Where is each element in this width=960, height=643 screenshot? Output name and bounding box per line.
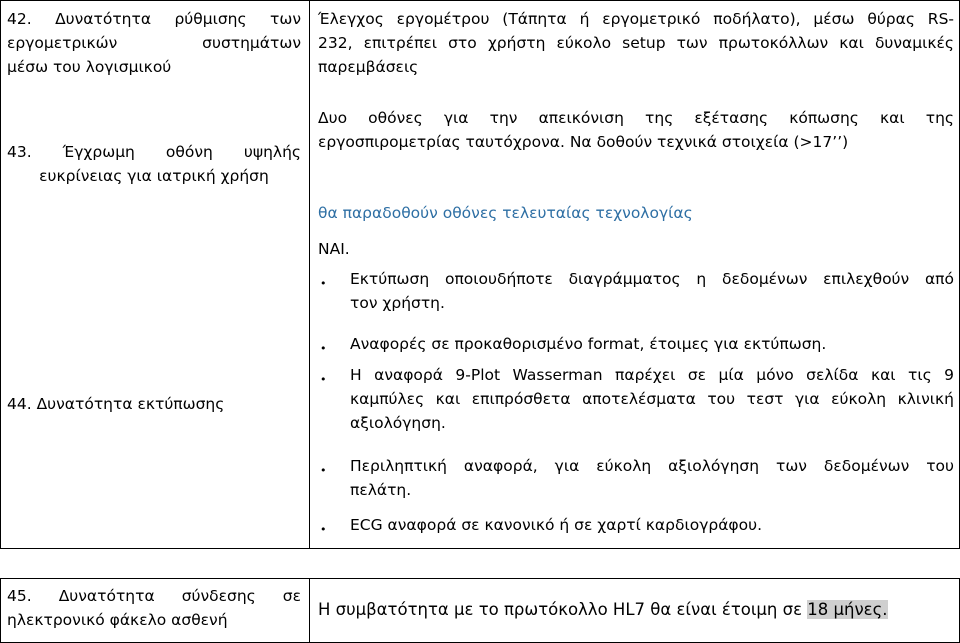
bullet-4-line-1: Περιληπτική αναφορά, για εύκολη αξιολόγηση των δεδομένων του (350, 457, 954, 475)
row-43-resp-line-2: εργοσπιρομετρίας ταυτόχρονα. Να δοθούν τεχνικά στοιχεία (>17’’) (318, 133, 849, 151)
row-43-requirement (1, 140, 307, 188)
row-42-requirement (1, 7, 307, 79)
row-43-response (318, 106, 954, 154)
row-44-req-line-1: 44. Δυνατότητα εκτύπωσης (7, 395, 225, 413)
table-border-left-upper (0, 0, 1, 549)
table-border-top-lower (0, 578, 960, 579)
bullet-item-1 (350, 267, 954, 315)
column-divider-upper (309, 0, 310, 549)
row-42-resp-line-3: παρεμβάσεις (318, 58, 419, 76)
row-42-resp-line-1: Έλεγχος εργομέτρου (Τάπητα ή εργομετρικό ποδήλατο), μέσω θύρας RS- (318, 10, 954, 28)
bullet-item-2 (350, 332, 954, 356)
row-45-resp-highlight: 18 μήνες. (807, 600, 888, 619)
row-42-req-line-1: 42. Δυνατότητα ρύθμισης των (7, 10, 301, 28)
row-42-req-line-3: μέσω του λογισμικού (7, 58, 172, 76)
row-45-resp-text: Η συμβατότητα με το πρωτόκολλο HL7 θα είναι έτοιμη σε (318, 600, 808, 619)
row-45-requirement (1, 584, 307, 632)
row-43-note: θα παραδοθούν οθόνες τελευταίας τεχνολογίας (318, 204, 693, 222)
bullet-4-line-2: πελάτη. (350, 481, 412, 499)
row-44-intro: ΝΑΙ. (318, 240, 350, 258)
bullet-3-line-3: αξιολόγηση. (350, 414, 446, 432)
row-45-response (318, 598, 954, 622)
row-44-requirement (1, 392, 307, 416)
bullet-1-line-2: τον χρήστη. (350, 294, 445, 312)
table-border-top (0, 0, 960, 1)
row-43-req-line-2: ευκρίνειας για ιατρική χρήση (39, 167, 269, 185)
row-42-req-line-2: εργομετρικών συστημάτων (7, 34, 301, 52)
row-43-req-line-1: 43. Έγχρωμη οθόνη υψηλής (7, 143, 301, 161)
bullet-glyph-5: • (320, 523, 327, 536)
bullet-item-4 (350, 454, 954, 502)
row-42-resp-line-2: 232, επιτρέπει στο χρήστη εύκολο setup των πρωτοκόλλων και δυναμικές (318, 34, 954, 52)
bullet-item-5 (350, 513, 954, 537)
bullet-item-3 (350, 363, 954, 435)
table-border-bottom-upper (0, 548, 960, 549)
row-45-req-line-1: 45. Δυνατότητα σύνδεσης σε (7, 587, 301, 605)
bullet-5-line-1: ECG αναφορά σε κανονικό ή σε χαρτί καρδιογράφου. (350, 516, 763, 534)
row-45-req-line-2: ηλεκτρονικό φάκελο ασθενή (7, 611, 228, 629)
bullet-glyph-4: • (320, 464, 327, 477)
bullet-glyph-3: • (320, 373, 327, 386)
bullet-glyph-2: • (320, 342, 327, 355)
row-42-response (318, 7, 954, 79)
bullet-1-line-1: Εκτύπωση οποιουδήποτε διαγράμματος η δεδομένων επιλεχθούν από (350, 270, 954, 288)
bullet-3-line-2: καμπύλες και επιπρόσθετα αποτελέσματα του τεστ για εύκολη κλινική (350, 390, 954, 408)
column-divider-lower (309, 578, 310, 643)
row-43-resp-line-1: Δυο οθόνες για την απεικόνιση της εξέτασης κόπωσης και της (318, 109, 954, 127)
bullet-3-line-1: Η αναφορά 9-Plot Wasserman παρέχει σε μία μόνο σελίδα και τις 9 (350, 366, 954, 384)
bullet-glyph-1: • (320, 277, 327, 290)
bullet-2-line-1: Αναφορές σε προκαθορισμένο format, έτοιμες για εκτύπωση. (350, 335, 827, 353)
